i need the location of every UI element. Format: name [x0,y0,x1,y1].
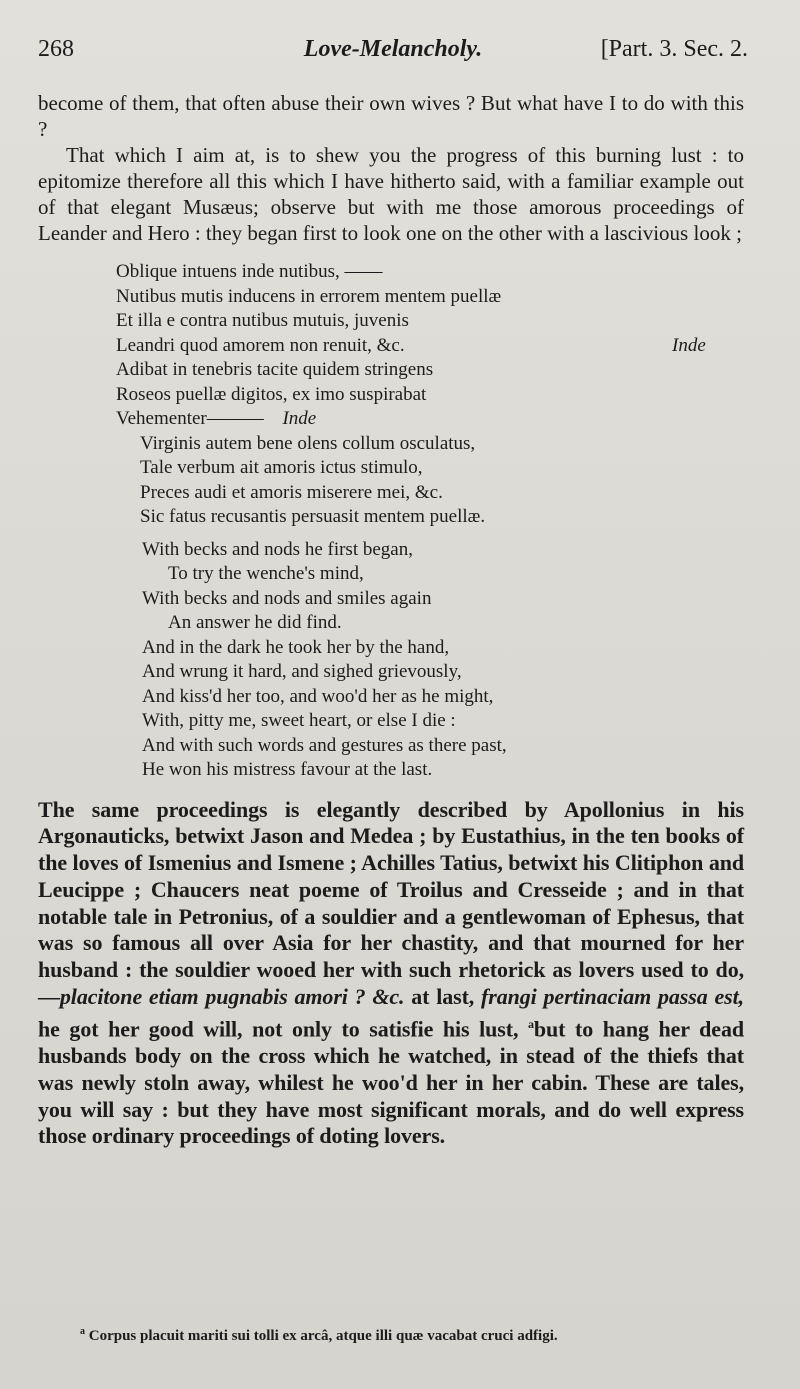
latin-verse-line: Oblique intuens inde nutibus, —— [116,261,383,282]
footnote-mark: a [80,1326,85,1337]
english-verse [142,538,744,783]
latin-verse-line: Preces audi et amoris miserere mei, &c. [140,481,443,503]
latin-quote: placitone etiam pugnabis amori ? &c. [59,984,405,1010]
latin-verse-line: Virginis autem bene olens collum osculatus, [140,432,476,454]
running-title: Love-Melancholy. [303,36,483,62]
paragraph-3-text: The same proceedings is elegantly described by Apollonius in his Argonauticks, betwixt Jason and Medea ; by Eustathius, in the ten books of the loves of Ismenius and Ismene ; Achilles Tatius, betwixt his Clitiphon and Leucippe ; Chaucers neat poeme of Troilus and Cresseide ; and in that notable tale in Petronius, of a souldier and a gentlewoman of Ephesus, that was so famous all over Asia for her chastity, and that mourned for her husband : the souldier wooed her with such rhetorick as lovers used to do,— [38,796,744,1010]
latin-verse-line-with-inde [116,334,744,359]
english-verse-line: He won his mistress favour at the last. [142,759,433,780]
latin-verse [116,260,744,530]
paragraph-3 [38,797,744,1151]
latin-verse-line: Nutibus mutis inducens in errorem mentem puellæ [116,285,502,307]
latin-verse-line: Roseos puellæ digitos, ex imo suspirabat [116,383,427,405]
latin-verse-line-with-inde [116,407,744,432]
english-verse-line: And kiss'd her too, and woo'd her as he might, [142,685,494,707]
running-header [38,36,748,72]
latin-quote: frangi pertinaciam passa est, [481,984,744,1010]
section-label: [Part. 3. Sec. 2. [600,36,748,62]
footnote [80,1326,740,1345]
inde-marker: Inde [672,334,706,356]
latin-verse-line: Sic fatus recusantis persuasit mentem puellæ. [140,506,486,527]
english-verse-line: And in the dark he took her by the hand, [142,636,450,658]
latin-verse-line: Leandri quod amorem non renuit, &c. [116,334,405,356]
paragraph-2: That which I aim at, is to shew you the progress of this burning lust : to epitomize therefore all this which I have hitherto said, with a familiar example out of that elegant Musæus; observe but with me those amorous proceedings of Leander and Hero : they began first to look one on the other with a lascivious look ; [38,143,744,245]
english-verse-line: With, pitty me, sweet heart, or else I die : [142,710,456,731]
english-verse-line: With becks and nods he first began, [142,538,413,560]
english-verse-line: To try the wenche's mind, [168,563,364,584]
latin-verse-line: Et illa e contra nutibus mutuis, juvenis [116,310,409,331]
english-verse-line: And wrung it hard, and sighed grievously, [142,661,462,682]
footnote-text: Corpus placuit mariti sui tolli ex arcâ, atque illi quæ vacabat cruci adfigi. [88,1328,558,1344]
latin-verse-line: Adibat in tenebris tacite quidem stringens [116,359,434,380]
paragraph-3-text: at last, [404,984,482,1010]
latin-verse-line: Vehementer——— [116,408,264,429]
page-body [38,90,744,1150]
english-verse-line: An answer he did find. [168,612,342,633]
inde-marker: Inde [282,408,317,429]
footnote-reference[interactable]: a [528,1016,534,1031]
english-verse-line: With becks and nods and smiles again [142,587,432,609]
paragraph-3-text: he got her good will, not only to satisfie his lust, [38,1016,528,1042]
latin-verse-line: Tale verbum ait amoris ictus stimulo, [140,457,423,478]
paragraph-3-text: but to hang her dead husbands body on the cross which he watched, in stead of the thiefs that was newly stoln away, whilest he woo'd her in her cabin. These are tales, you will say : but they have most significant morals, and do well express those ordinary proceedings of doting lovers. [38,1016,745,1149]
paragraph-1: become of them, that often abuse their own wives ? But what have I to do with this ? [38,91,744,141]
page-number: 268 [38,36,74,62]
english-verse-line: And with such words and gestures as there past, [142,734,507,756]
